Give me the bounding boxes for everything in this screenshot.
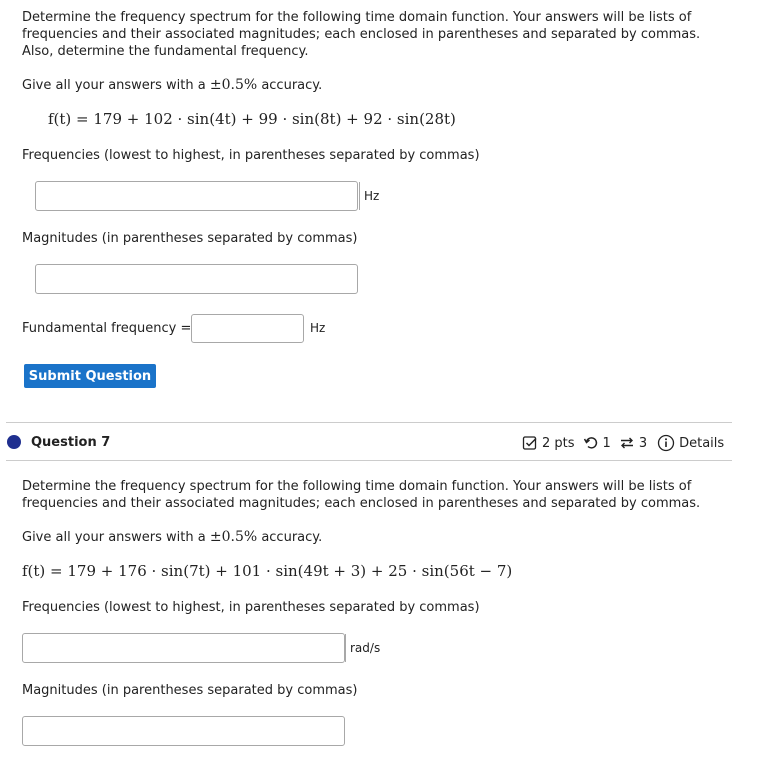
q6-intro <box>22 9 700 60</box>
retry-icon <box>583 435 599 451</box>
divider <box>6 460 732 461</box>
q6-formula: f(t) = 179 + 102 · sin(4t) + 99 · sin(8t) + 92 · sin(28t) <box>48 110 456 128</box>
info-icon <box>657 434 675 452</box>
q6-fundamental-unit: Hz <box>310 321 326 335</box>
details-link[interactable] <box>657 434 724 452</box>
q6-fundamental-label: Fundamental frequency = <box>22 321 192 336</box>
q6-accuracy <box>22 77 322 93</box>
attempts-icon <box>619 435 635 451</box>
q7-formula: f(t) = 179 + 176 · sin(7t) + 101 · sin(49t + 3) + 25 · sin(56t − 7) <box>22 562 513 580</box>
q7-intro-line: frequencies and their associated magnitudes; each enclosed in parentheses and separated by commas. <box>22 496 701 511</box>
retries-count: 1 <box>602 435 611 451</box>
details-text: Details <box>679 435 725 451</box>
q7-accuracy-suffix: accuracy. <box>257 530 323 545</box>
checkbox-icon <box>522 435 538 451</box>
q7-frequencies-label: Frequencies (lowest to highest, in parentheses separated by commas) <box>22 600 480 615</box>
q7-magnitudes-label: Magnitudes (in parentheses separated by commas) <box>22 683 358 698</box>
attempts-count: 3 <box>638 435 648 451</box>
q6-accuracy-suffix: accuracy. <box>257 78 323 93</box>
question-status-dot <box>7 435 21 449</box>
q7-accuracy <box>22 529 322 545</box>
q7-frequencies-input[interactable] <box>22 633 345 663</box>
q6-magnitudes-input[interactable] <box>35 264 358 294</box>
q7-intro <box>22 478 700 512</box>
q7-accuracy-value: ±0.5% <box>209 529 258 545</box>
q7-intro-line: Determine the frequency spectrum for the following time domain function. Your answers will be lists of <box>22 479 692 494</box>
q6-frequencies-input[interactable] <box>35 181 358 211</box>
q6-frequencies-unit: Hz <box>359 182 379 210</box>
points-text: 2 pts <box>542 435 575 451</box>
q7-accuracy-prefix: Give all your answers with a <box>22 530 210 545</box>
question-meta <box>522 434 724 452</box>
q6-frequencies-label: Frequencies (lowest to highest, in parentheses separated by commas) <box>22 148 480 163</box>
q6-accuracy-prefix: Give all your answers with a <box>22 78 210 93</box>
q7-magnitudes-input[interactable] <box>22 716 345 746</box>
question-title: Question 7 <box>31 435 111 450</box>
q6-accuracy-value: ±0.5% <box>209 77 258 93</box>
q6-intro-line: frequencies and their associated magnitudes; each enclosed in parentheses and separated by commas. <box>22 27 701 42</box>
q7-frequencies-unit: rad/s <box>345 634 380 662</box>
q6-magnitudes-label: Magnitudes (in parentheses separated by commas) <box>22 231 358 246</box>
divider <box>6 422 732 423</box>
q6-intro-line: Also, determine the fundamental frequency. <box>22 44 309 59</box>
q6-intro-line: Determine the frequency spectrum for the following time domain function. Your answers will be lists of <box>22 10 692 25</box>
q6-fundamental-input[interactable] <box>191 314 304 343</box>
submit-question-button[interactable]: Submit Question <box>24 364 156 388</box>
